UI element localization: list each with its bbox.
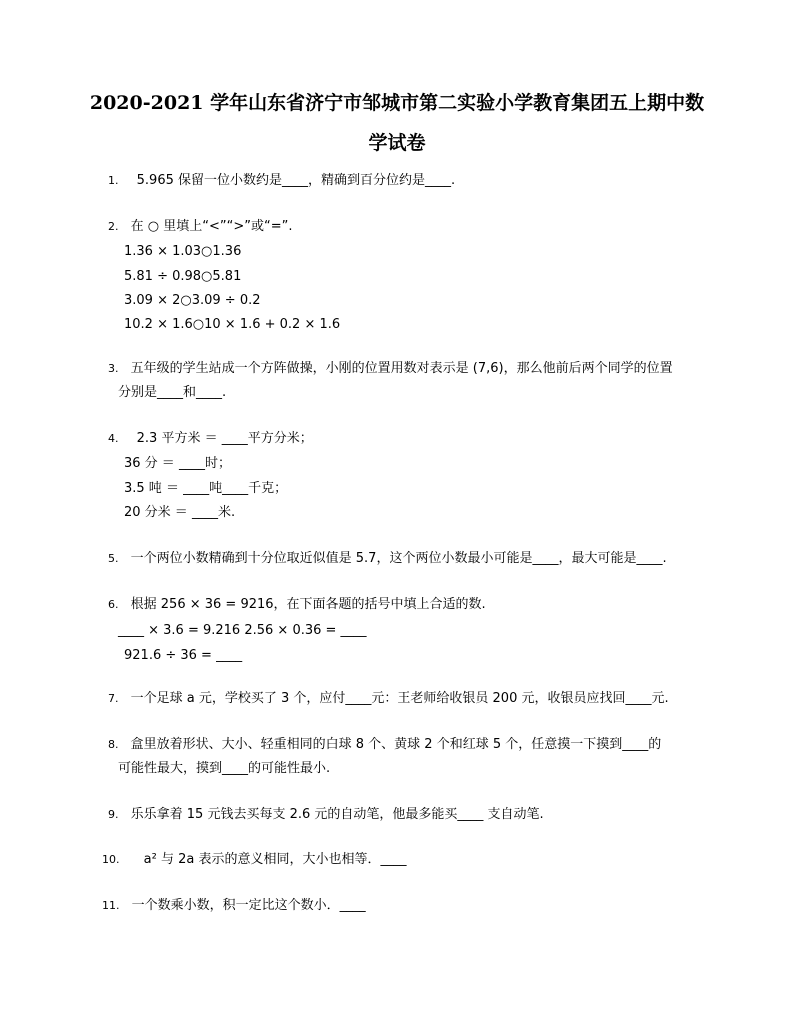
question-number: 11.: [102, 899, 120, 912]
question-text: 乐乐拿着 15 元钱去买每支 2.6 元的自动笔，他最多能买____ 支自动笔.: [130, 807, 544, 822]
question-4: [108, 430, 313, 448]
question-1: [108, 172, 455, 190]
q4-item-2: 36 分 ＝ ____时；: [124, 456, 231, 471]
question-7: [108, 690, 669, 708]
question-6: [108, 596, 486, 614]
q6-row-2: 921.6 ÷ 36 = ____: [124, 648, 243, 663]
q6-row-1: ____ × 3.6 = 9.216 2.56 × 0.36 = ____: [118, 623, 367, 638]
question-text: 一个足球 a 元，学校买了 3 个，应付____元：王老师给收银员 200 元，收银员应找回____元.: [130, 691, 669, 706]
doc-title-line2: 学试卷: [368, 132, 426, 154]
question-text: 一个两位小数精确到十分位取近似值是 5.7，这个两位小数最小可能是____，最大可能是____.: [130, 551, 667, 566]
question-3: [108, 360, 673, 378]
q2-item-1: 1.36 × 1.03○1.36: [124, 244, 242, 259]
doc-title-line1: 2020-2021 学年山东省济宁市邹城市第二实验小学教育集团五上期中数: [89, 92, 705, 114]
q8-line-2: 可能性最大，摸到____的可能性最小.: [118, 761, 331, 776]
q3-line-2: 分别是____和____.: [118, 385, 227, 400]
question-9: [108, 806, 544, 824]
q2-item-2: 5.81 ÷ 0.98○5.81: [124, 269, 242, 284]
question-number: 8.: [108, 738, 119, 751]
question-8: [108, 736, 661, 754]
question-number: 9.: [108, 808, 119, 821]
q2-item-3: 3.09 × 2○3.09 ÷ 0.2: [124, 293, 261, 308]
question-number: 7.: [108, 692, 119, 705]
q4-item-1: 2.3 平方米 ＝ ____平方分米；: [136, 431, 313, 446]
question-5: [108, 550, 667, 568]
q4-item-4: 20 分米 ＝ ____米.: [124, 505, 236, 520]
question-number: 5.: [108, 552, 119, 565]
question-text: 五年级的学生站成一个方阵做操，小刚的位置用数对表示是 (7,6)，那么他前后两个同学的位置: [130, 361, 673, 376]
question-11: [102, 897, 366, 915]
question-number: 6.: [108, 598, 119, 611]
question-text: 盒里放着形状、大小、轻重相同的白球 8 个、黄球 2 个和红球 5 个，任意摸一下摸到____的: [130, 737, 662, 752]
question-text: 一个数乘小数，积一定比这个数小．____: [131, 898, 366, 913]
question-text: 根据 256 × 36 = 9216，在下面各题的括号中填上合适的数.: [130, 597, 486, 612]
question-number: 10.: [102, 853, 120, 866]
question-number: 1.: [108, 174, 119, 187]
question-text: a² 与 2a 表示的意义相同，大小也相等．____: [143, 852, 407, 867]
question-text: 5.965 保留一位小数约是____，精确到百分位约是____.: [136, 173, 456, 188]
question-number: 4.: [108, 432, 119, 445]
question-2: [108, 218, 292, 236]
question-number: 2.: [108, 220, 119, 233]
question-number: 3.: [108, 362, 119, 375]
question-10: [102, 851, 406, 869]
q2-item-4: 10.2 × 1.6○10 × 1.6 + 0.2 × 1.6: [124, 317, 341, 332]
q4-item-3: 3.5 吨 ＝ ____吨____千克；: [124, 481, 288, 496]
question-text: 在 ○ 里填上“<”“>”或“=”.: [130, 219, 293, 234]
